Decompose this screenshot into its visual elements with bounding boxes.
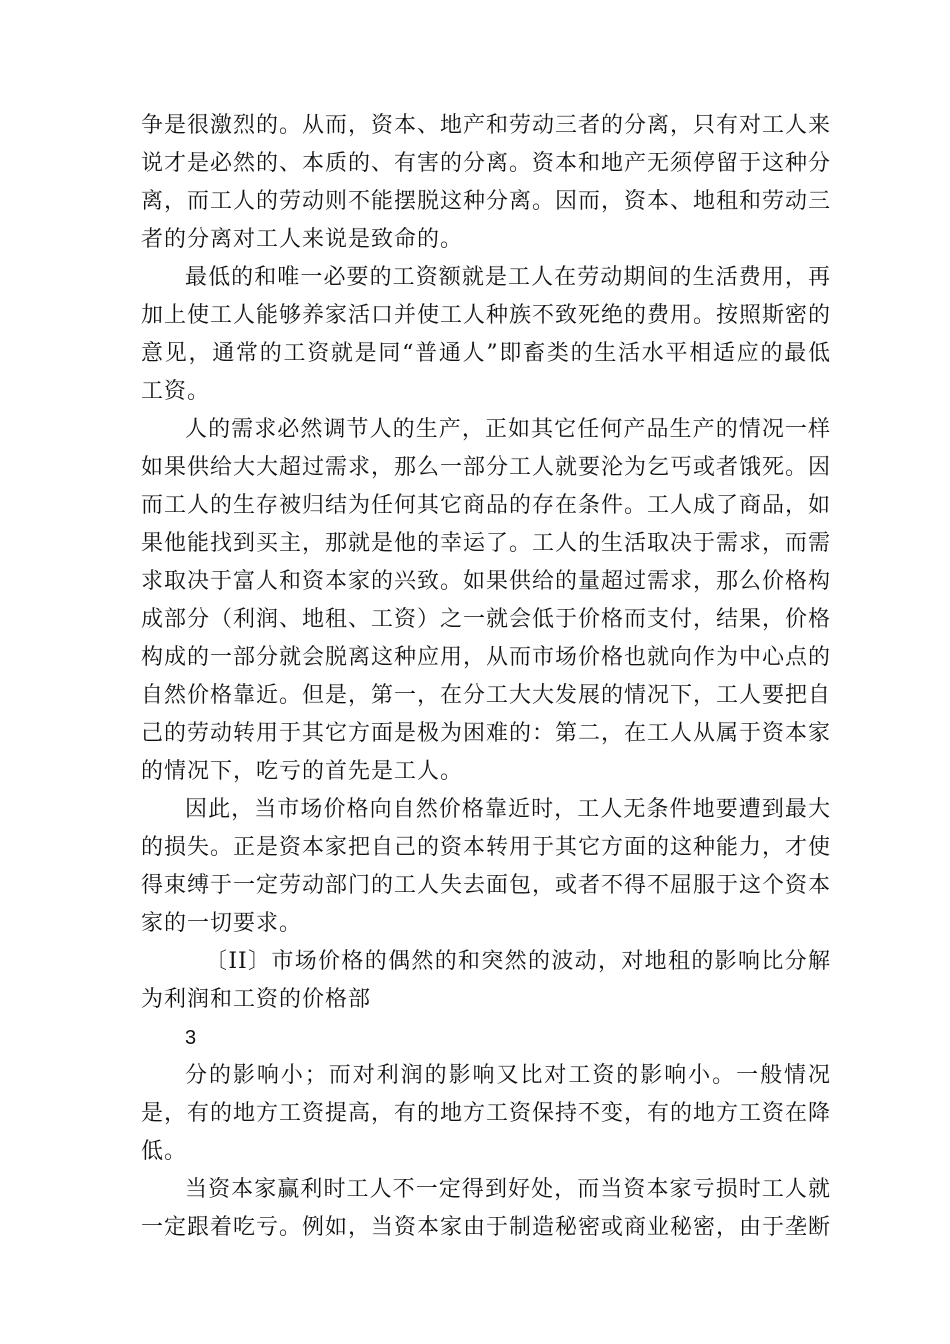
- paragraph-section-ii: 〔II〕市场价格的偶然的和突然的波动，对地租的影响比分解为利润和工资的价格部: [141, 949, 831, 1012]
- paragraph-market-price: 因此，当市场价格向自然价格靠近时，工人无条件地要遭到最大的损失。正是资本家把自己的资本转用于其它方面的这种能力，才使得束缚于一定劳动部门的工人失去面包，或者不得不屈服于这个资本家的一切要求。: [141, 797, 832, 936]
- paragraph-profit: 当资本家赢利时工人不一定得到好处，而当资本家亏损时工人就一定跟着吃亏。例如，当资本家由于制造秘密或商业秘密，由于垄断: [141, 1177, 832, 1240]
- paragraph-continuation: 争是很激烈的。从而，资本、地产和劳动三者的分离，只有对工人来说才是必然的、本质的、有害的分离。资本和地产无须停留于这种分离，而工人的劳动则不能摆脱这种分离。因而，资本、地租和劳动三者的分离对工人来说是致命的。: [141, 113, 832, 252]
- page-number: 3: [185, 1027, 198, 1049]
- paragraph-fluctuation: 分的影响小；而对利润的影响又比对工资的影响小。一般情况是，有的地方工资提高，有的地方工资保持不变，有的地方工资在降低。: [141, 1063, 832, 1164]
- paragraph-wages: 最低的和唯一必要的工资额就是工人在劳动期间的生活费用，再加上使工人能够养家活口并使工人种族不致死绝的费用。按照斯密的意见，通常的工资就是同“普通人”即畜类的生活水平相适应的最低工资。: [141, 265, 832, 404]
- paragraph-demand: 人的需求必然调节人的生产，正如其它任何产品生产的情况一样如果供给大大超过需求，那么一部分工人就要沦为乞丐或者饿死。因而工人的生存被归结为任何其它商品的存在条件。工人成了商品，如果他能找到买主，那就是他的幸运了。工人的生活取决于需求，而需求取决于富人和资本家的兴致。如果供给的量超过需求，那么价格构成部分（利润、地租、工资）之一就会低于价格而支付，结果，价格构成的一部分就会脱离这种应用，从而市场价格也就向作为中心点的自然价格靠近。但是，第一，在分工大大发展的情况下，工人要把自己的劳动转用于其它方面是极为困难的：第二，在工人从属于资本家的情况下，吃亏的首先是工人。: [141, 417, 832, 784]
- text-body: [141, 107, 831, 1247]
